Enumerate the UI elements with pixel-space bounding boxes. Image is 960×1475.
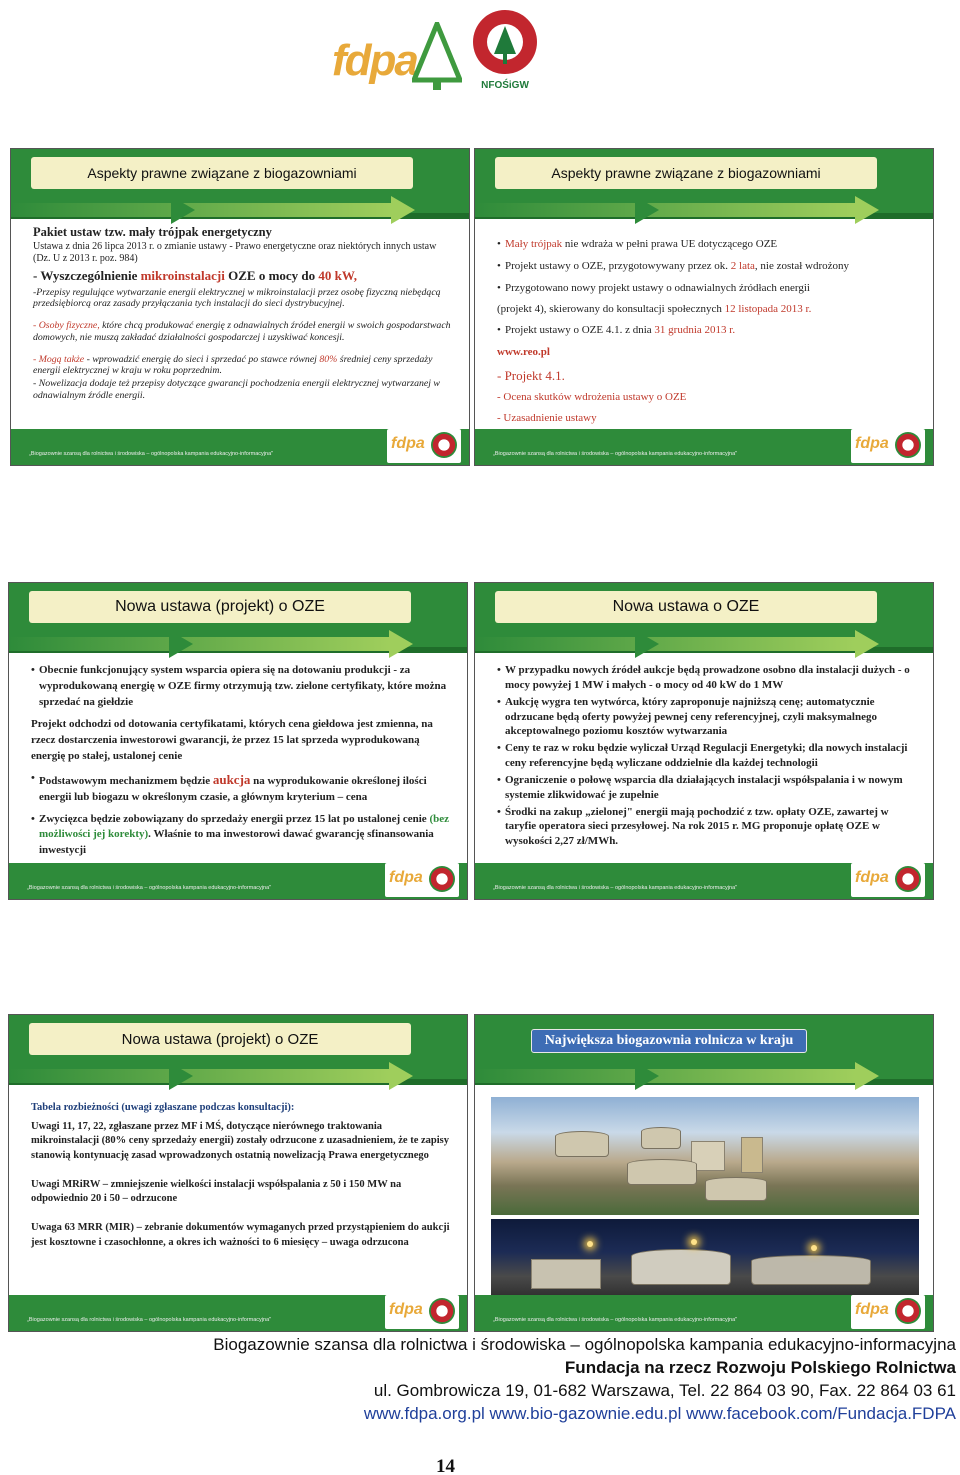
- reo-link[interactable]: www.reo.pl: [497, 345, 550, 358]
- slide-title: Nowa ustawa (projekt) o OZE: [29, 591, 411, 623]
- slide-body: Tabela rozbieżności (uwagi zgłaszane podczas konsultacji): Uwagi 11, 17, 22, zgłaszane przez MF i MŚ, dotyczące nierównego traktowania mikroinstalacji (80% ceny sprzedaży energii) zostały odrzucone z uzasadnieniem, że te zapisy stanowią kontynuację zasad wprowadzonych ostatnią nowelizacją Prawa energetycznego Uwagi MRiRW – zmniejszenie wielkości instalacji współspalania z 50 i 150 MW na odpowiednio 20 i 50 – odrzucone Uwaga 63 MRR (MIR) – zebranie dokumentów wymaganych przed przystąpieniem do aukcji jest kosztowne i czasochłonne, a okres ich ważności to 6 miesięcy – uwaga odrzucona: [31, 1102, 450, 1248]
- page-number: 14: [436, 1456, 455, 1475]
- biogas-plant-night-photo: [491, 1219, 919, 1301]
- slide-footer: „Biogazownie szansą dla rolnictwa i środowiska – ogólnopolska kampania edukacyjno-informacyjna" fdpa: [475, 429, 933, 465]
- slide-1: [10, 148, 470, 466]
- nfosigw-emblem-icon: [895, 866, 921, 892]
- footer-logo: fdpa: [385, 1295, 459, 1329]
- slide-5: [8, 1014, 468, 1332]
- footer-logo: fdpa: [851, 863, 925, 897]
- slide-footer: „Biogazownie szansą dla rolnictwa i środowiska – ogólnopolska kampania edukacyjno-informacyjna" fdpa: [9, 863, 467, 899]
- nfosigw-emblem-icon: [431, 432, 457, 458]
- header-logos: [0, 0, 960, 110]
- slide-title: Nowa ustawa o OZE: [495, 591, 877, 623]
- slide-body: • Obecnie funkcjonujący system wsparcia opiera się na dotowaniu produkcji - za wyprodukowaną energię w OZE firmy otrzymują tzw. zielone certyfikaty, które można sprzedać na giełdzie Projekt odchodzi od dotowania certyfikatami, których cena giełdowa jest zmienna, na rzecz dostarczenia inwestorowi gwarancji, że przez 15 lat sprzeda wyprodukowaną energię po stałej, ustalonej cenie • Podstawowym mechanizmem będzie aukcja na wyprodukowanie określonej ilości energii lub biogazu w określonym czasie, a głównym kryterium – cena • Zwycięzca będzie zobowiązany do sprzedaży energii przez 15 lat po ustalonej cenie (bez możliwości jej korekty). Właśnie to ma inwestorowi dawać gwarancję sfinansowania inwestycji: [31, 663, 451, 861]
- nfosigw-emblem-icon: [429, 866, 455, 892]
- nfosigw-logo: NFOŚiGW: [470, 6, 540, 96]
- arrow-decoration: [855, 196, 879, 224]
- nfosigw-emblem-icon: [429, 1298, 455, 1324]
- arrow-decoration: [635, 1062, 659, 1090]
- arrow-decoration: [389, 1062, 413, 1090]
- arrow-decoration: [169, 630, 193, 658]
- slide-title: Nowa ustawa (projekt) o OZE: [29, 1023, 411, 1055]
- arrow-decoration: [169, 1062, 193, 1090]
- arrow-decoration: [389, 630, 413, 658]
- footer-logo: fdpa: [851, 1295, 925, 1329]
- footer-logo: fdpa: [851, 429, 925, 463]
- slide-footer: „Biogazownie szansą dla rolnictwa i środowiska – ogólnopolska kampania edukacyjno-informacyjna" fdpa: [475, 1295, 933, 1331]
- biogas-plant-aerial-photo: [491, 1097, 919, 1215]
- slide-title: Aspekty prawne związane z biogazowniami: [31, 157, 413, 189]
- slide-footer: „Biogazownie szansą dla rolnictwa i środowiska – ogólnopolska kampania edukacyjno-informacyjna" fdpa: [9, 1295, 467, 1331]
- arrow-decoration: [635, 630, 659, 658]
- fdpa-tree-icon: [412, 22, 462, 92]
- arrow-decoration: [855, 1062, 879, 1090]
- slide-2: [474, 148, 934, 466]
- fdpa-logo: fdpa: [332, 22, 462, 92]
- slide-body: Pakiet ustaw tzw. mały trójpak energetyczny Ustawa z dnia 26 lipca 2013 r. o zmianie ustawy - Prawo energetyczne oraz niektórych innych ustaw (Dz. U z 2013 r. poz. 984) - Wyszczególnienie mikroinstalacji OZE o mocy do 40 kW, -Przepisy regulujące wytwarzanie energii elektrycznej w mikroinstalacji przez osobę fizyczną niebędącą przedsiębiorcą oraz zasady przyłączania tych instalacji do sieci dystrybucyjnej. - Osoby fizyczne, które chcą produkować energię z odnawialnych źródeł energii w swoich gospodarstwach domowych, nie muszą zakładać działalności gospodarczej i uzyskiwać koncesji. - Mogą także - wprowadzić energię do sieci i sprzedać po stawce równej 80% średniej ceny sprzedaży energii elektrycznej w kraju w roku poprzednim. - Nowelizacja dodaje też przepisy dotyczące gwarancji pochodzenia energii elektrycznej wytwarzanej w odnawialnym źródle energii.: [33, 225, 451, 401]
- arrow-decoration: [635, 196, 659, 224]
- slide-4: [474, 582, 934, 900]
- footer-links[interactable]: www.fdpa.org.pl www.bio-gazownie.edu.pl www.facebook.com/Fundacja.FDPA: [363, 1404, 956, 1423]
- slide-body: • Mały trójpak nie wdraża w pełni prawa UE dotyczącego OZE • Projekt ustawy o OZE, przygotowywany przez ok. 2 lata, nie został wdrożony • Przygotowano nowy projekt ustawy o odnawialnych źródłach energii (projekt 4), skierowany do konsultacji społecznych 12 listopada 2013 r. • Projekt ustawy o OZE 4.1. z dnia 31 grudnia 2013 r. www.reo.pl - Projekt 4.1. - Ocena skutków wdrożenia ustawy o OZE - Uzasadnienie ustawy: [497, 235, 917, 451]
- arrow-decoration: [171, 196, 195, 224]
- arrow-decoration: [855, 630, 879, 658]
- footer-logo: fdpa: [387, 429, 461, 463]
- nfosigw-emblem-icon: [895, 432, 921, 458]
- slide-footer: „Biogazownie szansą dla rolnictwa i środowiska – ogólnopolska kampania edukacyjno-informacyjna" fdpa: [475, 863, 933, 899]
- arrow-decoration: [391, 196, 415, 224]
- slide-title: Największa biogazownia rolnicza w kraju: [531, 1029, 807, 1053]
- footer-logo: fdpa: [385, 863, 459, 897]
- slide-6: [474, 1014, 934, 1332]
- slide-3: [8, 582, 468, 900]
- slide-body: • W przypadku nowych źródeł aukcje będą prowadzone osobno dla instalacji dużych - o mocy powyżej 1 MW i małych - o mocy od 40 kW do 1 MW • Aukcję wygra ten wytwórca, który zaproponuje najniższą cenę; automatycznie odrzucane będą oferty powyżej pewnej ceny referencyjnej, czyli maksymalnego akceptowalnego poziomu kosztów wytwarzania • Ceny te raz w roku będzie wyliczał Urząd Regulacji Energetyki; dla nowych instalacji ceny referencyjne będą wyliczane oddzielnie dla każdej technologii • Ograniczenie o połowę wsparcia dla działających instalacji współspalania i w nowym systemie zlikwidować je zupełnie • Środki na zakup „zielonej" energii mają pochodzić z tzw. opłaty OZE, zawartej w taryfie operatora sieci przesyłowej. Na rok 2015 r. MG proponuje opłatę OZE w wysokości 2,27 zł/MWh.: [497, 663, 917, 851]
- nfosigw-emblem-icon: [895, 1298, 921, 1324]
- slide-footer: „Biogazownie szansą dla rolnictwa i środowiska – ogólnopolska kampania edukacyjno-informacyjna" fdpa: [11, 429, 469, 465]
- page-footer: Biogazownie szansa dla rolnictwa i środowiska – ogólnopolska kampania edukacyjno-informacyjna Fundacja na rzecz Rozwoju Polskiego Rolnictwa ul. Gombrowicza 19, 01-682 Warszawa, Tel. 22 864 03 90, Fax. 22 864 03 61 www.fdpa.org.pl www.bio-gazownie.edu.pl www.facebook.com/Fundacja.FDPA: [213, 1335, 956, 1423]
- slide-title: Aspekty prawne związane z biogazowniami: [495, 157, 877, 189]
- nfosigw-emblem-icon: [470, 6, 540, 78]
